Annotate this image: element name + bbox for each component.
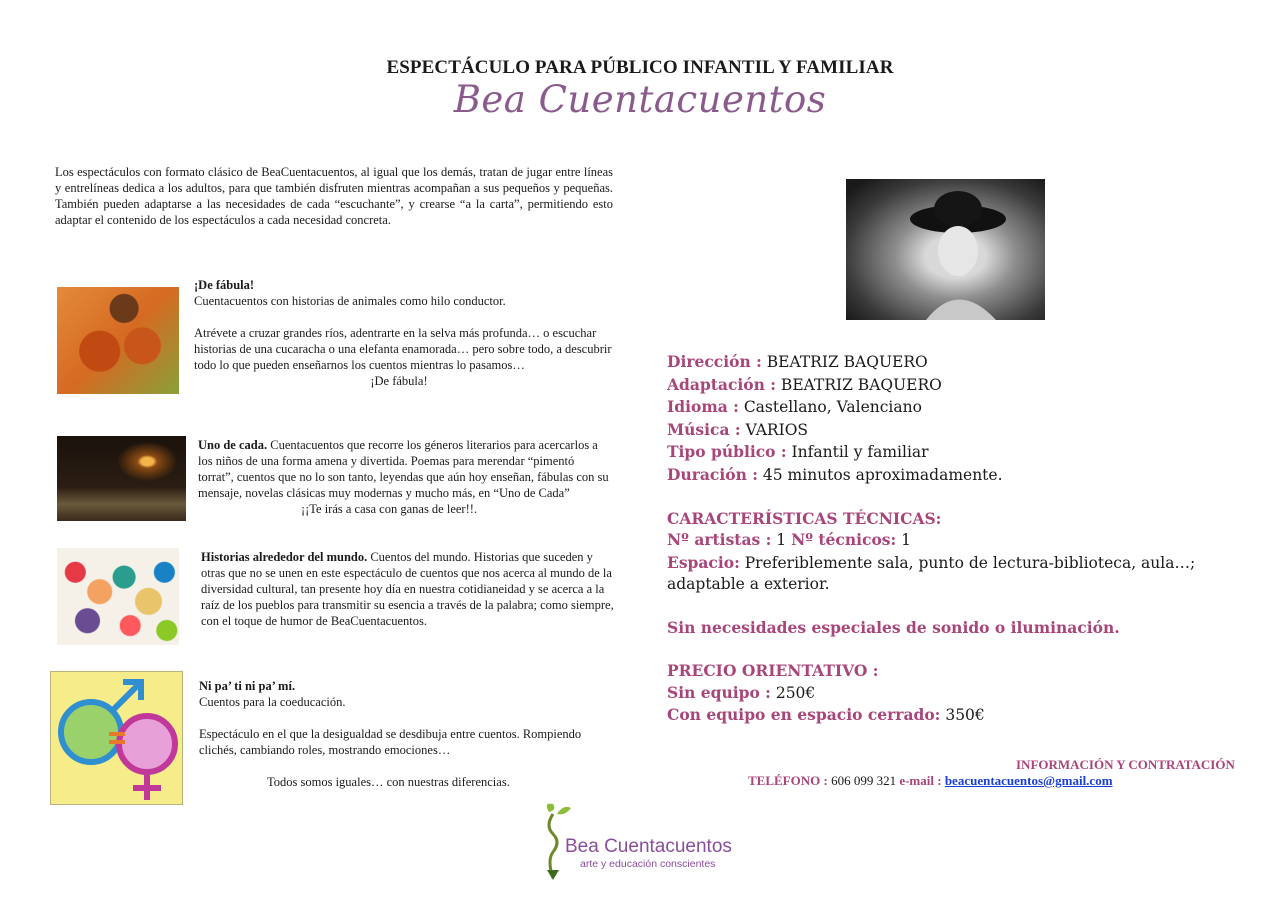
portrait-silhouette-icon [846, 179, 1045, 320]
show-ni-pa-ti [199, 678, 611, 790]
show-fabula [194, 277, 614, 389]
show-fabula-title: ¡De fábula! [194, 278, 255, 292]
brand-logo-text: Bea Cuentacuentos [453, 78, 827, 121]
detail-con-equipo: Con equipo en espacio cerrado: 350€ [667, 705, 985, 724]
fabula-image [57, 287, 179, 394]
detail-duracion: Duración : 45 minutos aproximadamente. [667, 464, 1003, 484]
show-uno-de-cada-body: Cuentacuentos que recorre los géneros literarios para acercarlos a los niños de una forma amena y divertida. Poemas para merendar “pimentó torrat”, cuentos que no lo son tanto, leyendas que aún hoy enseñan, fábulas con su mensaje, novelas clásicas muy modernas y mucho más, en “Uno de Cada” [198, 438, 609, 500]
show-ni-pa-ti-subtitle: Cuentos para la coeducación. [199, 695, 346, 709]
show-uno-de-cada-title: Uno de cada. [198, 438, 268, 452]
footer-logo-name: Bea Cuentacuentos [565, 836, 732, 857]
detail-idioma: Idioma : Castellano, Valenciano [667, 397, 922, 416]
show-fabula-subtitle: Cuentacuentos con historias de animales como hilo conductor. [194, 294, 506, 308]
uno-de-cada-image [57, 436, 186, 521]
tecnicas-title: CARACTERÍSTICAS TÉCNICAS: [667, 508, 942, 528]
show-ni-pa-ti-body: Espectáculo en el que la desigualdad se desdibuja entre cuentos. Rompiendo clichés, cambiando roles, mostrando emociones… [199, 727, 582, 757]
show-uno-de-cada-closing: ¡¡Te irás a casa con ganas de leer!!. [300, 502, 478, 516]
detail-espacio: Espacio: Preferiblemente sala, punto de lectura-biblioteca, aula…; adaptable a exterior. [667, 552, 1196, 593]
precio-title: PRECIO ORIENTATIVO : [667, 661, 879, 680]
show-historias-title: Historias alrededor del mundo. [201, 550, 368, 564]
phone-number: 606 099 321 [827, 773, 900, 788]
detail-adaptacion: Adaptación : BEATRIZ BAQUERO [667, 374, 942, 394]
show-fabula-closing: ¡De fábula! [370, 374, 428, 388]
footer-logo-tagline: arte y educación conscientes [580, 858, 716, 870]
detail-artistas: Nº artistas : 1 Nº técnicos: 1 [667, 530, 912, 549]
intro-paragraph: Los espectáculos con formato clásico de BeaCuentacuentos, al igual que los demás, tratan de jugar entre líneas y entrelíneas dedica a los adultos, para que también disfruten mientras acompañan a sus pequeños y pequeñas. También pueden adaptarse a las necesidades de cada “escuchante”, y crearse “a la carta”, permitiendo esto adaptar el contenido de los espectáculos a cada necesidad concreta. [55, 165, 613, 227]
detail-publico: Tipo público : Infantil y familiar [667, 442, 929, 461]
show-ni-pa-ti-title: Ni pa’ ti ni pa’ mí. [199, 679, 296, 693]
show-historias [201, 549, 615, 629]
email-link[interactable]: beacuentacuentos@gmail.com [944, 773, 1113, 788]
coeducacion-image [50, 671, 183, 805]
sonido-note: Sin necesidades especiales de sonido o iluminación. [667, 618, 1120, 637]
artist-photo [846, 179, 1045, 320]
email-label: e-mail : [899, 773, 942, 788]
technical-details [667, 351, 1227, 727]
show-historias-body: Cuentos del mundo. Historias que suceden y otras que no se unen en este espectáculo de cuentos que nos acerca al mundo de la diversidad cultural, tan presente hoy día en nuestra cotidianeidad y se acerca a la raíz de los pueblos para transmitir su esencia a través de la palabra; como siempre, con el toque de humor de BeaCuentacuentos. [201, 550, 614, 628]
contact-title: INFORMACIÓN Y CONTRATACIÓN [1016, 757, 1235, 772]
contact-line [748, 773, 1113, 789]
detail-direccion: Dirección : BEATRIZ BAQUERO [667, 352, 928, 371]
show-ni-pa-ti-closing: Todos somos iguales… con nuestras diferencias. [267, 775, 510, 789]
detail-sin-equipo: Sin equipo : 250€ [667, 682, 816, 702]
show-uno-de-cada [198, 437, 610, 517]
historias-image [57, 548, 179, 645]
page-title: ESPECTÁCULO PARA PÚBLICO INFANTIL Y FAMILIAR [386, 57, 894, 78]
phone-label: TELÉFONO : [748, 773, 828, 788]
show-fabula-body: Atrévete a cruzar grandes ríos, adentrarte en la selva más profunda… o escuchar historias de una cucaracha o una elefanta enamorada… pero sobre todo, a descubrir todo lo que pueden enseñarnos los cuentos mientras lo pasamos… [194, 326, 612, 372]
gender-symbols-icon [51, 672, 183, 805]
footer-logo [539, 800, 749, 882]
detail-musica: Música : VARIOS [667, 419, 809, 439]
